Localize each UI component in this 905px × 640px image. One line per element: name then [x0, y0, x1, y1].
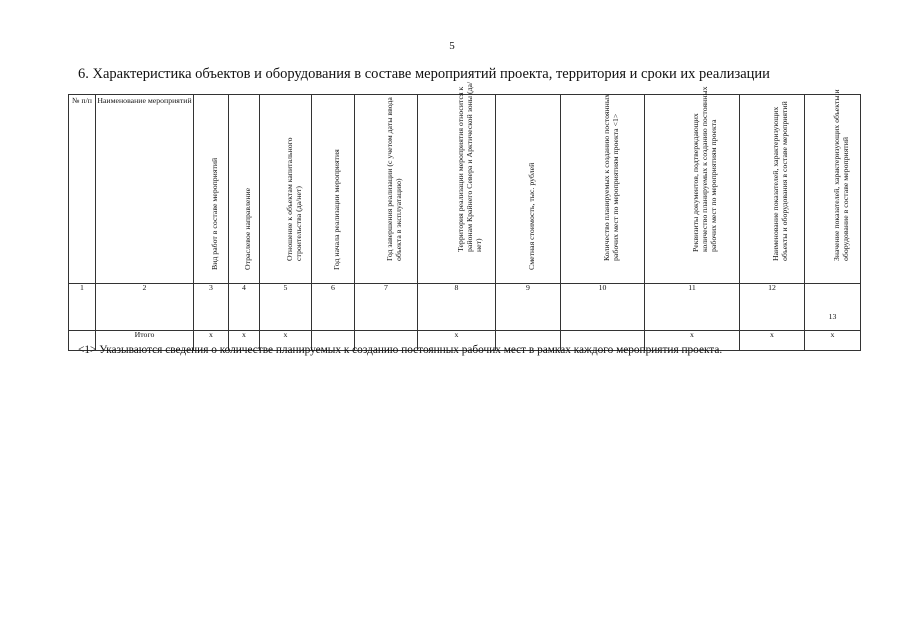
header-cell-number: № п/п — [69, 95, 96, 284]
header-cell-end-year: Год завершения реализации (с учетом даты ввода объекта в эксплуатацию) — [355, 95, 418, 284]
column-number: 2 — [96, 284, 194, 331]
total-cell: x — [229, 331, 260, 351]
column-number: 11 — [645, 284, 740, 331]
table-header-row — [69, 95, 861, 284]
header-cell-documents: Реквизиты документов, подтверждающих количество планируемых к созданию постоянных рабочих мест по мероприятиям проекта — [645, 95, 740, 284]
column-number: 13 — [805, 284, 861, 331]
column-number: 8 — [418, 284, 496, 331]
header-cell-territory: Территория реализации мероприятия относится к районам Крайнего Севера и Арктической зоны (да/нет) — [418, 95, 496, 284]
total-cell: x — [418, 331, 496, 351]
column-number: 9 — [496, 284, 561, 331]
total-cell: x — [260, 331, 312, 351]
total-cell: x — [194, 331, 229, 351]
footnote: <1> Указываются сведения о количестве планируемых к созданию постоянных рабочих мест в рамках каждого мероприятия проекта. — [78, 344, 723, 356]
column-number: 1 — [69, 284, 96, 331]
header-cell-jobs-count: Количество планируемых к созданию постоянных рабочих мест по мероприятиям проекта <1> — [561, 95, 645, 284]
column-number: 6 — [312, 284, 355, 331]
header-cell-start-year: Год начала реализации мероприятия — [312, 95, 355, 284]
column-number: 10 — [561, 284, 645, 331]
page-number: 5 — [449, 40, 455, 52]
column-number: 5 — [260, 284, 312, 331]
header-cell-indicator-names: Наименование показателей, характеризующих объекты и оборудования в составе мероприятий — [740, 95, 805, 284]
header-cell-work-type: Вид работ в составе мероприятий — [194, 95, 229, 284]
header-cell-estimated-cost: Сметная стоимость, тыс. рублей — [496, 95, 561, 284]
column-number: 3 — [194, 284, 229, 331]
total-cell: x — [740, 331, 805, 351]
section-title: 6. Характеристика объектов и оборудования в составе мероприятий проекта, территория и сроки их реализации — [78, 66, 770, 82]
column-number: 4 — [229, 284, 260, 331]
total-cell: x — [805, 331, 861, 351]
total-cell: x — [645, 331, 740, 351]
column-number: 12 — [740, 284, 805, 331]
characteristics-table — [68, 81, 861, 351]
header-cell-name: Наименование мероприятий — [96, 95, 194, 284]
header-cell-capital-construction: Отношение к объектам капитального строительства (да/нет) — [260, 95, 312, 284]
header-cell-indicator-values: Значение показателей, характеризующих объекты и оборудование в составе мероприятий — [805, 95, 861, 284]
total-label: Итого — [96, 331, 194, 351]
table-column-numbers-row — [69, 284, 861, 331]
header-cell-industry: Отраслевое направление — [229, 95, 260, 284]
column-number: 7 — [355, 284, 418, 331]
